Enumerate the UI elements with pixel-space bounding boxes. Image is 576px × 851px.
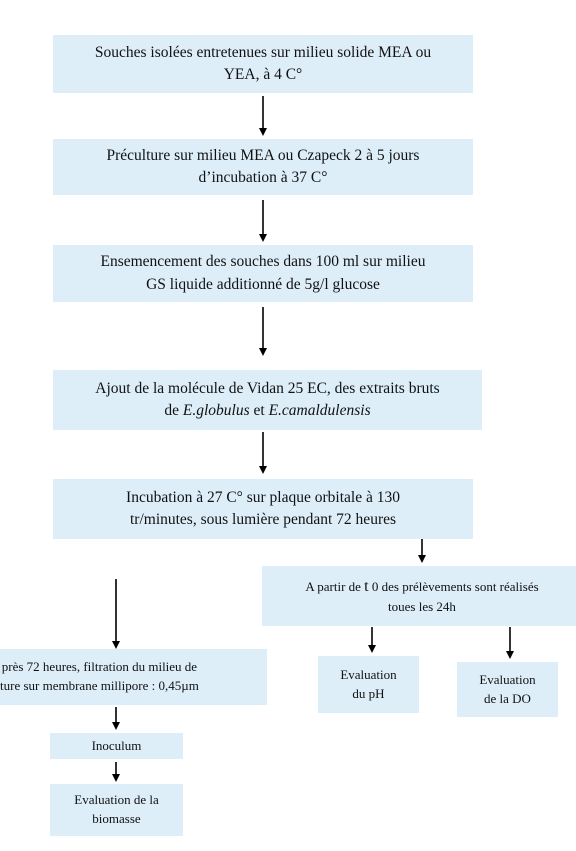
eval-do-line2: de la DO [484, 690, 531, 706]
eval-biomass-line2: biomasse [92, 811, 141, 826]
eval-biomass-line1: Evaluation de la [74, 792, 159, 808]
eval-ph-line2: du pH [352, 685, 385, 701]
sampling-suffix: 0 des prélèvements sont réalisés [368, 578, 539, 594]
step-storage-line1: Souches isolées entretenues sur milieu solide MEA ou [94, 43, 432, 61]
sampling-t: t [364, 577, 369, 595]
step-storage-line2: YEA, à 4 C° [223, 66, 303, 83]
species-e-globulus: E.globulus [182, 402, 250, 419]
inoculum-label: Inoculum [91, 737, 142, 753]
species-e-camaldulensis: E.camaldulensis [268, 402, 371, 419]
step-inoculation-line2: GS liquide additionné de 5g/l glucose [146, 275, 380, 293]
filtration-line2: ture sur membrane millipore : 0,45µm [0, 678, 199, 693]
step-preculture-line2: d’incubation à 37 C° [198, 169, 328, 186]
filtration-line1: près 72 heures, filtration du milieu de [1, 659, 198, 675]
step-preculture-line1: Préculture sur milieu MEA ou Czapeck 2 à 5 jours [106, 146, 420, 164]
step-inoculation-line1: Ensemencement des souches dans 100 ml sur milieu [100, 253, 426, 271]
eval-do-line1: Evaluation [479, 671, 536, 687]
step-incubation-line2: tr/minutes, sous lumière pendant 72 heures [129, 511, 397, 528]
eval-ph-line1: Evaluation [340, 666, 397, 682]
sampling-prefix: A partir de [305, 578, 365, 594]
step-incubation-line1: Incubation à 27 C° sur plaque orbitale à 130 [126, 488, 400, 506]
step-molecule-conjunction: et [249, 402, 269, 419]
sampling-line2: toues les 24h [388, 599, 456, 615]
step-molecule-line1: Ajout de la molécule de Vidan 25 EC, des extraits bruts [95, 379, 440, 397]
step-molecule-prefix: de [164, 402, 183, 419]
